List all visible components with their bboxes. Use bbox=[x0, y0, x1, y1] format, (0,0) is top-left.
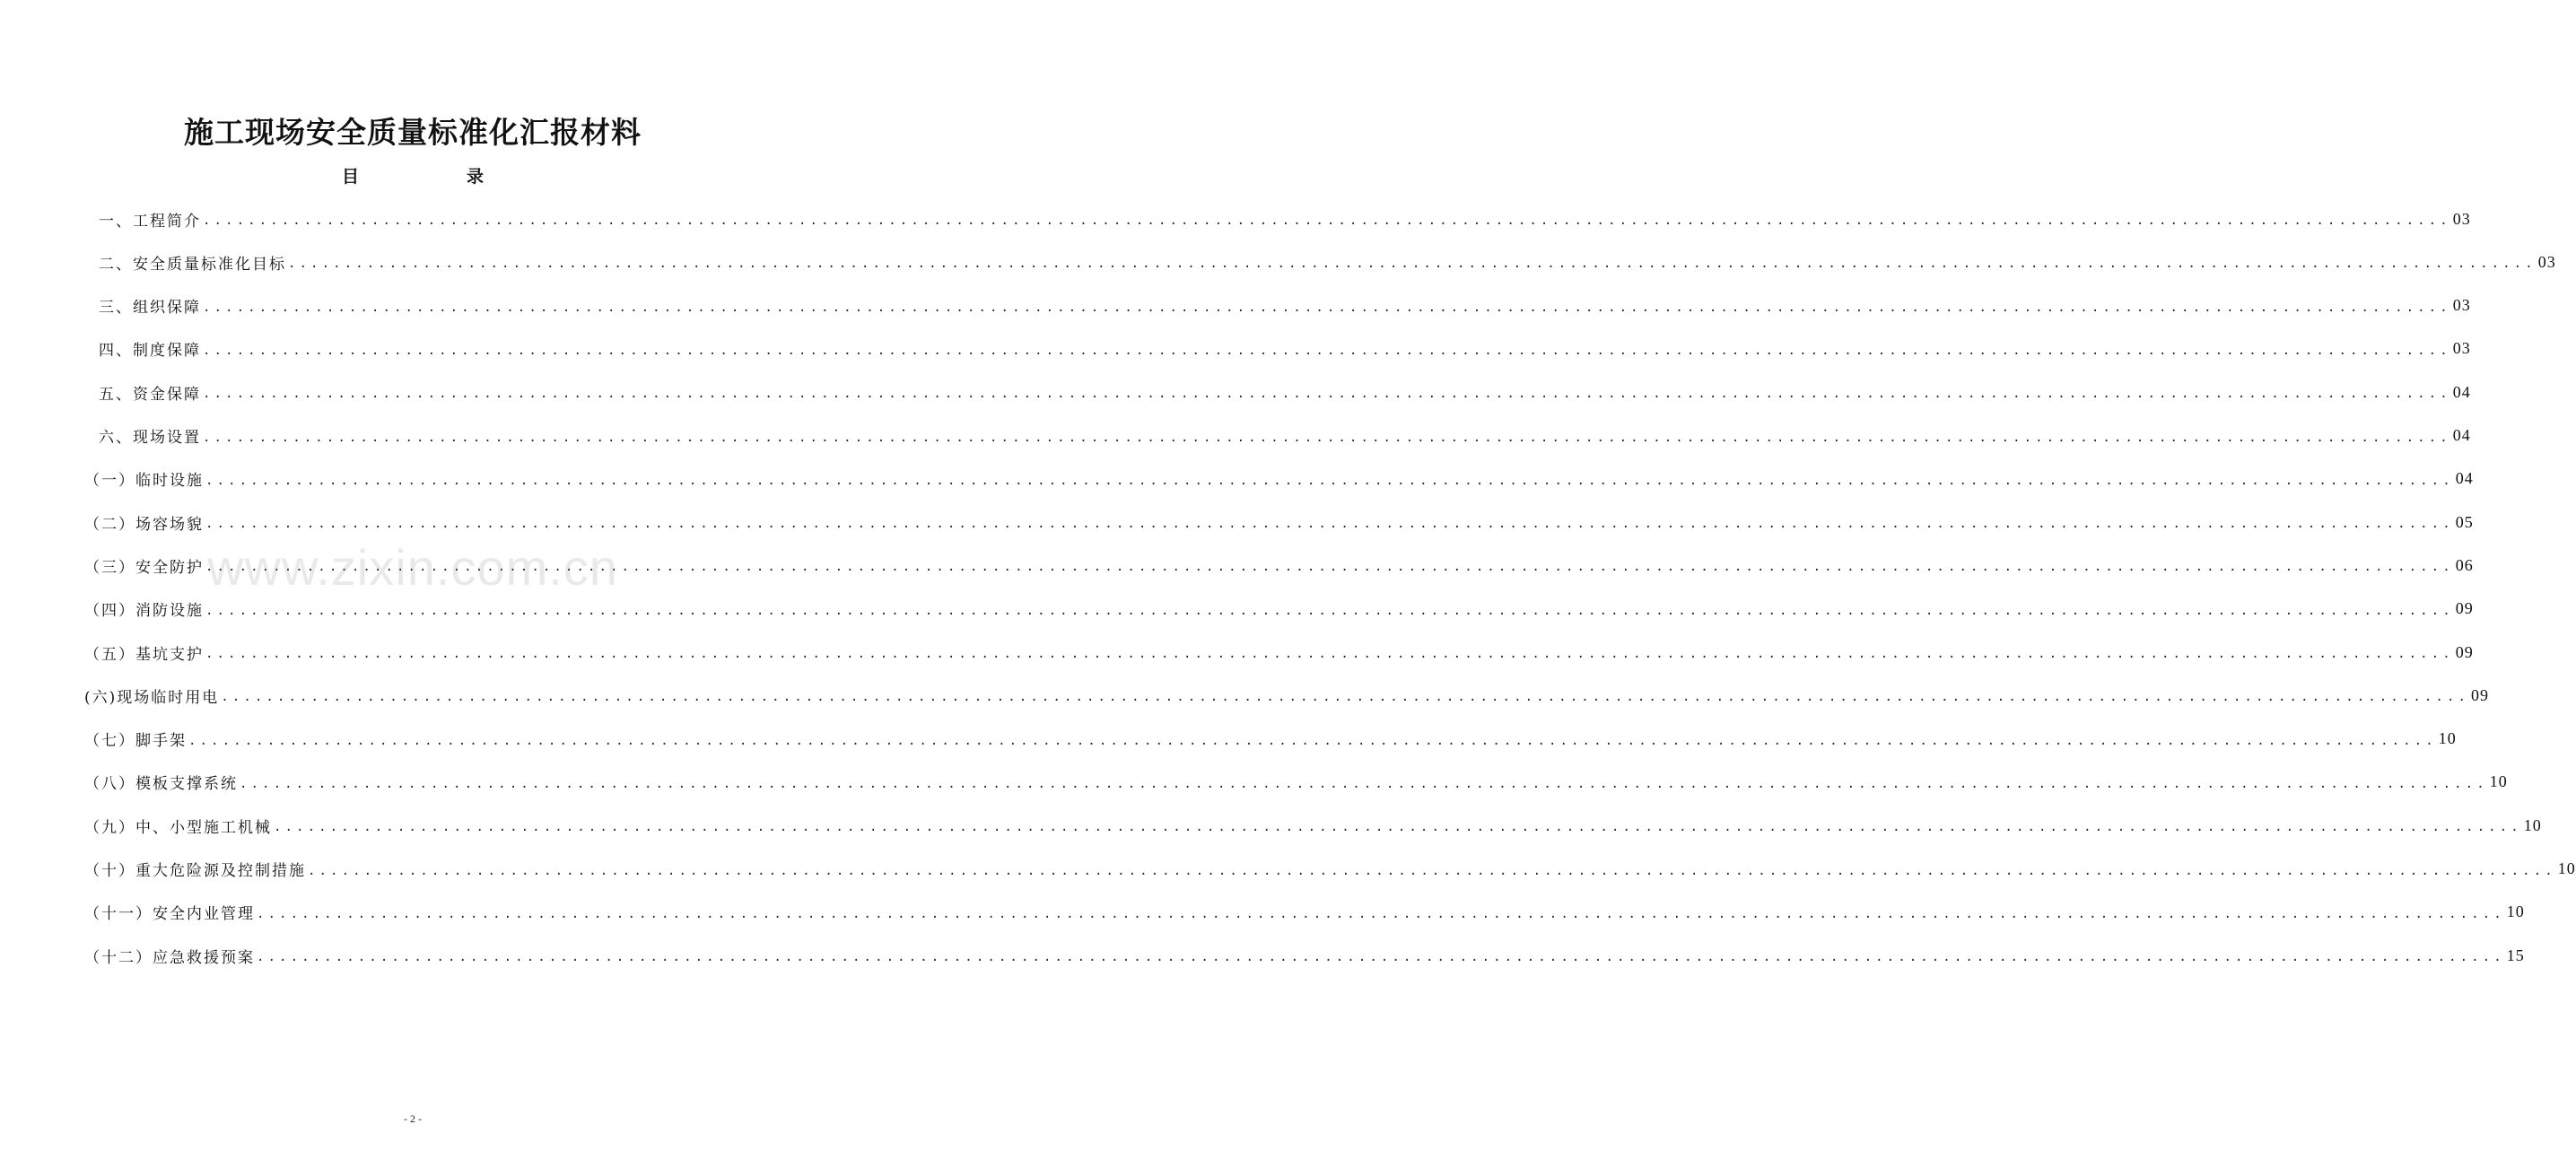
toc-entry-label: （七）脚手架 bbox=[84, 732, 187, 751]
toc-entry-page: 10 bbox=[2523, 815, 2542, 834]
toc-entry-label: （十一）安全内业管理 bbox=[84, 905, 255, 924]
toc-entry-page: 10 bbox=[2489, 772, 2508, 791]
toc-entry-label: （十二）应急救援预案 bbox=[84, 948, 255, 967]
watermark: www.zixin.com.cn bbox=[207, 539, 618, 596]
toc-entry[interactable] bbox=[84, 807, 2542, 843]
toc-entry-page: 03 bbox=[2452, 296, 2471, 315]
toc-entry[interactable] bbox=[99, 201, 2471, 237]
toc-entry[interactable] bbox=[84, 504, 2474, 540]
toc-entry-page: 10 bbox=[2506, 902, 2525, 921]
toc-heading-part2: 录 bbox=[467, 167, 485, 187]
toc-entry-label: （一）临时设施 bbox=[84, 472, 204, 491]
toc-entry-label: （五）基坑支护 bbox=[84, 645, 204, 664]
toc-entry-label: （二）场容场貌 bbox=[84, 515, 204, 534]
toc-entry-label: 四、制度保障 bbox=[99, 342, 201, 361]
toc-entry-page: 09 bbox=[2471, 685, 2490, 704]
page-number-footer: - 2 - bbox=[404, 1112, 422, 1125]
toc-entry-page: 06 bbox=[2455, 555, 2474, 574]
toc-heading-part1: 目 bbox=[342, 167, 360, 187]
toc-entry-page: 04 bbox=[2455, 469, 2474, 488]
toc-entry[interactable] bbox=[84, 937, 2525, 973]
toc-entry[interactable] bbox=[84, 591, 2474, 627]
toc-entry-page: 03 bbox=[2537, 252, 2556, 271]
toc-entry-page: 09 bbox=[2455, 642, 2474, 661]
toc-dot-leader: ........................................................................................................................................................................................................ bbox=[274, 820, 2522, 835]
toc-entry-label: （四）消防设施 bbox=[84, 602, 204, 621]
toc-dot-leader: ........................................................................................................................................................................................................ bbox=[203, 300, 2451, 315]
toc-entry-label: 三、组织保障 bbox=[99, 299, 201, 318]
toc-entry[interactable] bbox=[84, 547, 2474, 583]
toc-entry[interactable] bbox=[84, 721, 2457, 757]
toc-entry-label: 六、现场设置 bbox=[99, 429, 201, 447]
toc-dot-leader: ........................................................................................................................................................................................................ bbox=[205, 517, 2454, 532]
toc-entry[interactable] bbox=[84, 851, 2576, 887]
toc-entry-page: 03 bbox=[2452, 209, 2471, 228]
toc-entry[interactable] bbox=[99, 288, 2471, 324]
toc-dot-leader: ........................................................................................................................................................................................................ bbox=[203, 343, 2451, 358]
toc-heading bbox=[0, 163, 825, 190]
toc-dot-leader: ........................................................................................................................................................................................................ bbox=[188, 733, 2437, 748]
toc-entry[interactable] bbox=[99, 418, 2471, 454]
toc-entry[interactable] bbox=[99, 244, 2556, 280]
toc-dot-leader: ........................................................................................................................................................................................................ bbox=[203, 387, 2451, 402]
toc-entry[interactable] bbox=[84, 677, 2490, 713]
toc-entry-label: (六)现场临时用电 bbox=[84, 688, 220, 707]
toc-entry-page: 03 bbox=[2452, 339, 2471, 358]
toc-entry-page: 10 bbox=[2438, 729, 2457, 748]
toc-entry-page: 10 bbox=[2557, 859, 2576, 877]
toc-dot-leader: ........................................................................................................................................................................................................ bbox=[221, 690, 2470, 705]
toc-entry[interactable] bbox=[84, 764, 2508, 800]
toc-dot-leader: ........................................................................................................................................................................................................ bbox=[257, 950, 2505, 965]
toc-entry[interactable] bbox=[84, 894, 2525, 930]
toc-dot-leader: ........................................................................................................................................................................................................ bbox=[203, 430, 2451, 445]
toc-entry-label: 一、工程简介 bbox=[99, 212, 201, 231]
document-title: 施工现场安全质量标准化汇报材料 bbox=[184, 115, 642, 150]
toc-entry-label: （八）模板支撑系统 bbox=[84, 775, 238, 794]
toc-dot-leader: ........................................................................................................................................................................................................ bbox=[205, 647, 2454, 661]
toc-entry-page: 05 bbox=[2455, 512, 2474, 531]
toc-entry[interactable] bbox=[99, 331, 2471, 367]
toc-dot-leader: ........................................................................................................................................................................................................ bbox=[257, 906, 2505, 921]
toc-entry-label: （十）重大危险源及控制措施 bbox=[84, 862, 306, 880]
toc-dot-leader: ........................................................................................................................................................................................................ bbox=[240, 776, 2488, 791]
toc-entry-label: （九）中、小型施工机械 bbox=[84, 818, 272, 837]
toc-dot-leader: ........................................................................................................................................................................................................ bbox=[308, 863, 2556, 878]
toc-entry-page: 04 bbox=[2452, 426, 2471, 444]
toc-dot-leader: ........................................................................................................................................................................................................ bbox=[288, 257, 2537, 272]
toc-entry-page: 15 bbox=[2506, 946, 2525, 964]
toc-entry[interactable] bbox=[84, 461, 2474, 497]
toc-entry-page: 04 bbox=[2452, 382, 2471, 401]
toc-dot-leader: ........................................................................................................................................................................................................ bbox=[203, 214, 2451, 228]
toc-entry-label: 五、资金保障 bbox=[99, 385, 201, 404]
toc-entry[interactable] bbox=[99, 374, 2471, 410]
toc-entry-label: 二、安全质量标准化目标 bbox=[99, 255, 286, 274]
toc-dot-leader: ........................................................................................................................................................................................................ bbox=[205, 473, 2454, 488]
toc-dot-leader: ........................................................................................................................................................................................................ bbox=[205, 603, 2454, 618]
toc-entry-label: （三）安全防护 bbox=[84, 558, 204, 577]
toc-dot-leader: ........................................................................................................................................................................................................ bbox=[205, 560, 2454, 575]
toc-entry-page: 09 bbox=[2455, 599, 2474, 618]
toc-entry[interactable] bbox=[84, 634, 2474, 670]
